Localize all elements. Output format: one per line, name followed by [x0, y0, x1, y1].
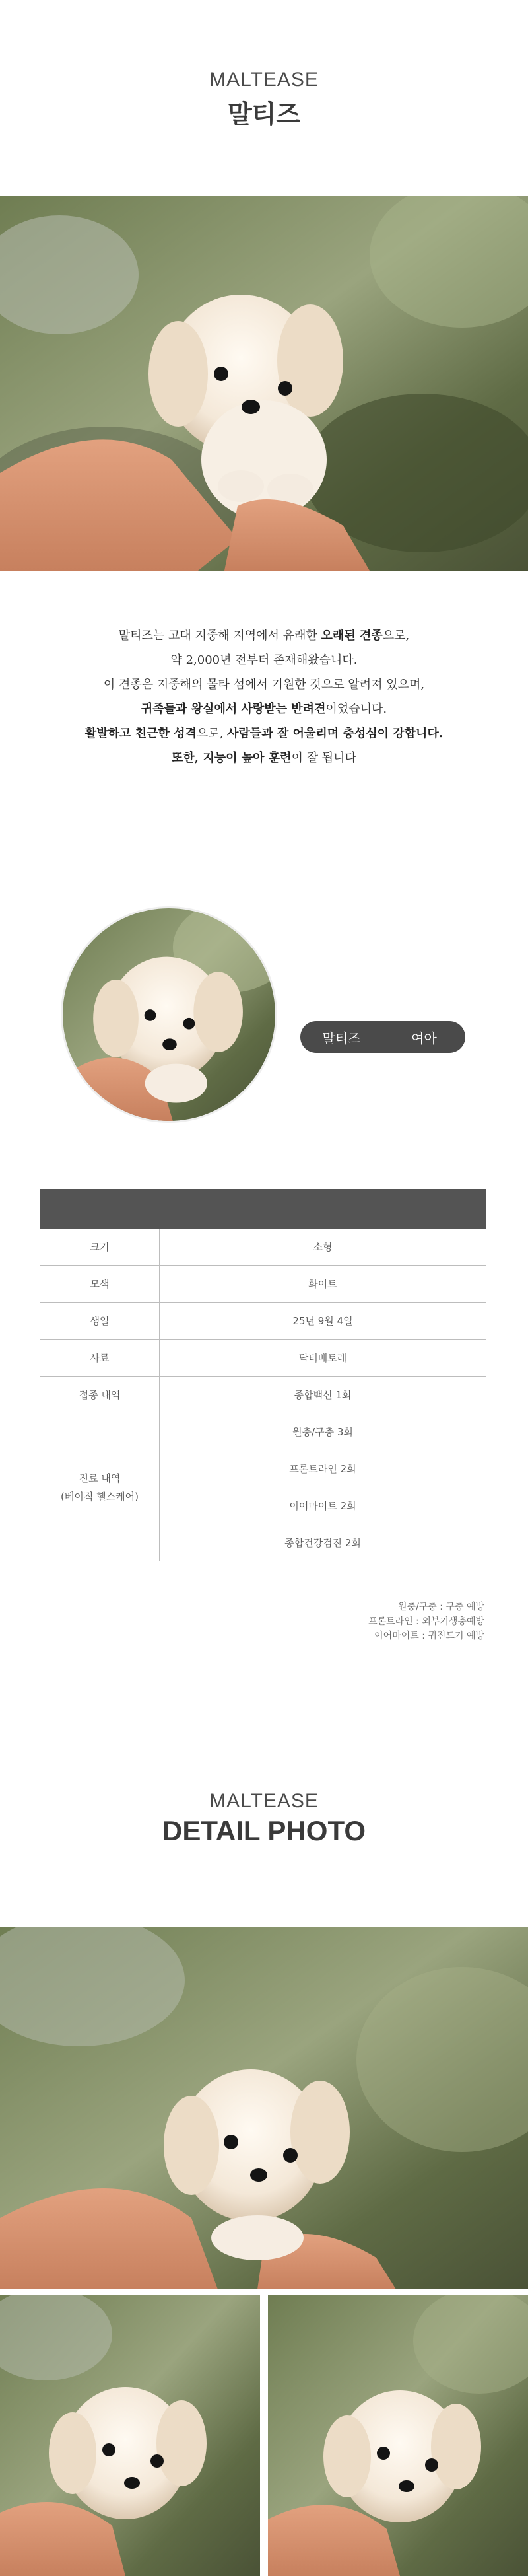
section-header-maltese [0, 69, 528, 130]
gender-label: 여아 [411, 1030, 437, 1046]
treatment-label-line: (베이직 헬스케어) [61, 1490, 139, 1503]
hero-puppy-photo [0, 196, 528, 571]
row-value: 종합백신 1회 [160, 1377, 486, 1413]
detail-photo-title: DETAIL PHOTO [162, 1815, 366, 1846]
treatment-notes [368, 1600, 484, 1643]
intro-line: 약 2,000년 전부터 존재해왔습니다. [170, 653, 358, 667]
korean-title: 말티즈 [227, 100, 301, 129]
detail-photo-right [268, 2295, 528, 2576]
table-row [40, 1266, 486, 1303]
intro-text: 말티즈는 고대 지중해 지역에서 유래한 [118, 629, 321, 643]
intro-line [0, 721, 528, 746]
table-row [40, 1413, 486, 1450]
intro-text: 으로, [382, 629, 410, 643]
treatment-label-line: 진료 내역 [79, 1472, 121, 1484]
table-header-row [40, 1190, 486, 1229]
intro-text: 으로, [196, 727, 228, 740]
note-line: 이어마이트 : 귀진드기 예방 [374, 1631, 484, 1641]
row-value: 25년 9월 4일 [160, 1303, 486, 1340]
row-label: 사료 [40, 1340, 160, 1377]
table-row [40, 1303, 486, 1340]
profile-puppy-photo [61, 906, 277, 1123]
detail-photo-left [0, 2295, 260, 2576]
intro-text: 이 잘 됩니다 [291, 751, 356, 765]
breed-introduction [0, 624, 528, 770]
intro-emphasis: 귀족들과 왕실에서 사랑받는 반려견 [141, 702, 326, 716]
row-label: 크기 [40, 1229, 160, 1266]
treatment-value: 이어마이트 2회 [160, 1487, 486, 1524]
treatment-value: 종합건강검진 2회 [160, 1524, 486, 1561]
note-line: 프론트라인 : 외부기생충예방 [368, 1616, 484, 1627]
table-header-cell [40, 1190, 160, 1229]
intro-text: 이었습니다. [325, 702, 387, 716]
table-row [40, 1229, 486, 1266]
intro-line [0, 746, 528, 770]
intro-emphasis: 사람들과 잘 어울리며 충성심이 강합니다. [227, 727, 444, 740]
puppy-info-table [40, 1189, 486, 1561]
breed-name: 말티즈 [322, 1030, 361, 1046]
row-label: 접종 내역 [40, 1377, 160, 1413]
intro-line [0, 697, 528, 721]
detail-photo-large [0, 1927, 528, 2289]
row-value: 닥터배토레 [160, 1340, 486, 1377]
intro-emphasis: 또한, 지능이 높아 훈련 [172, 751, 292, 765]
row-value: 화이트 [160, 1266, 486, 1303]
intro-emphasis: 활발하고 친근한 성격 [84, 727, 197, 740]
table-row [40, 1340, 486, 1377]
treatment-value: 원충/구충 3회 [160, 1413, 486, 1450]
section-header-detail-photo [0, 1790, 528, 1847]
table-row [40, 1377, 486, 1413]
intro-line [0, 624, 528, 648]
intro-line: 이 견종은 지중해의 몰타 섬에서 기원한 것으로 알려져 있으며, [103, 678, 425, 692]
treatment-label [40, 1413, 160, 1561]
english-title: MALTEASE [209, 69, 319, 90]
breed-gender-badge [300, 1021, 465, 1053]
treatment-value: 프론트라인 2회 [160, 1450, 486, 1487]
row-label: 모색 [40, 1266, 160, 1303]
table-header-cell [160, 1190, 486, 1229]
row-value: 소형 [160, 1229, 486, 1266]
intro-emphasis: 오래된 견종 [321, 629, 383, 643]
note-line: 원충/구충 : 구충 예방 [398, 1602, 484, 1612]
row-label: 생일 [40, 1303, 160, 1340]
english-title: MALTEASE [209, 1790, 319, 1812]
